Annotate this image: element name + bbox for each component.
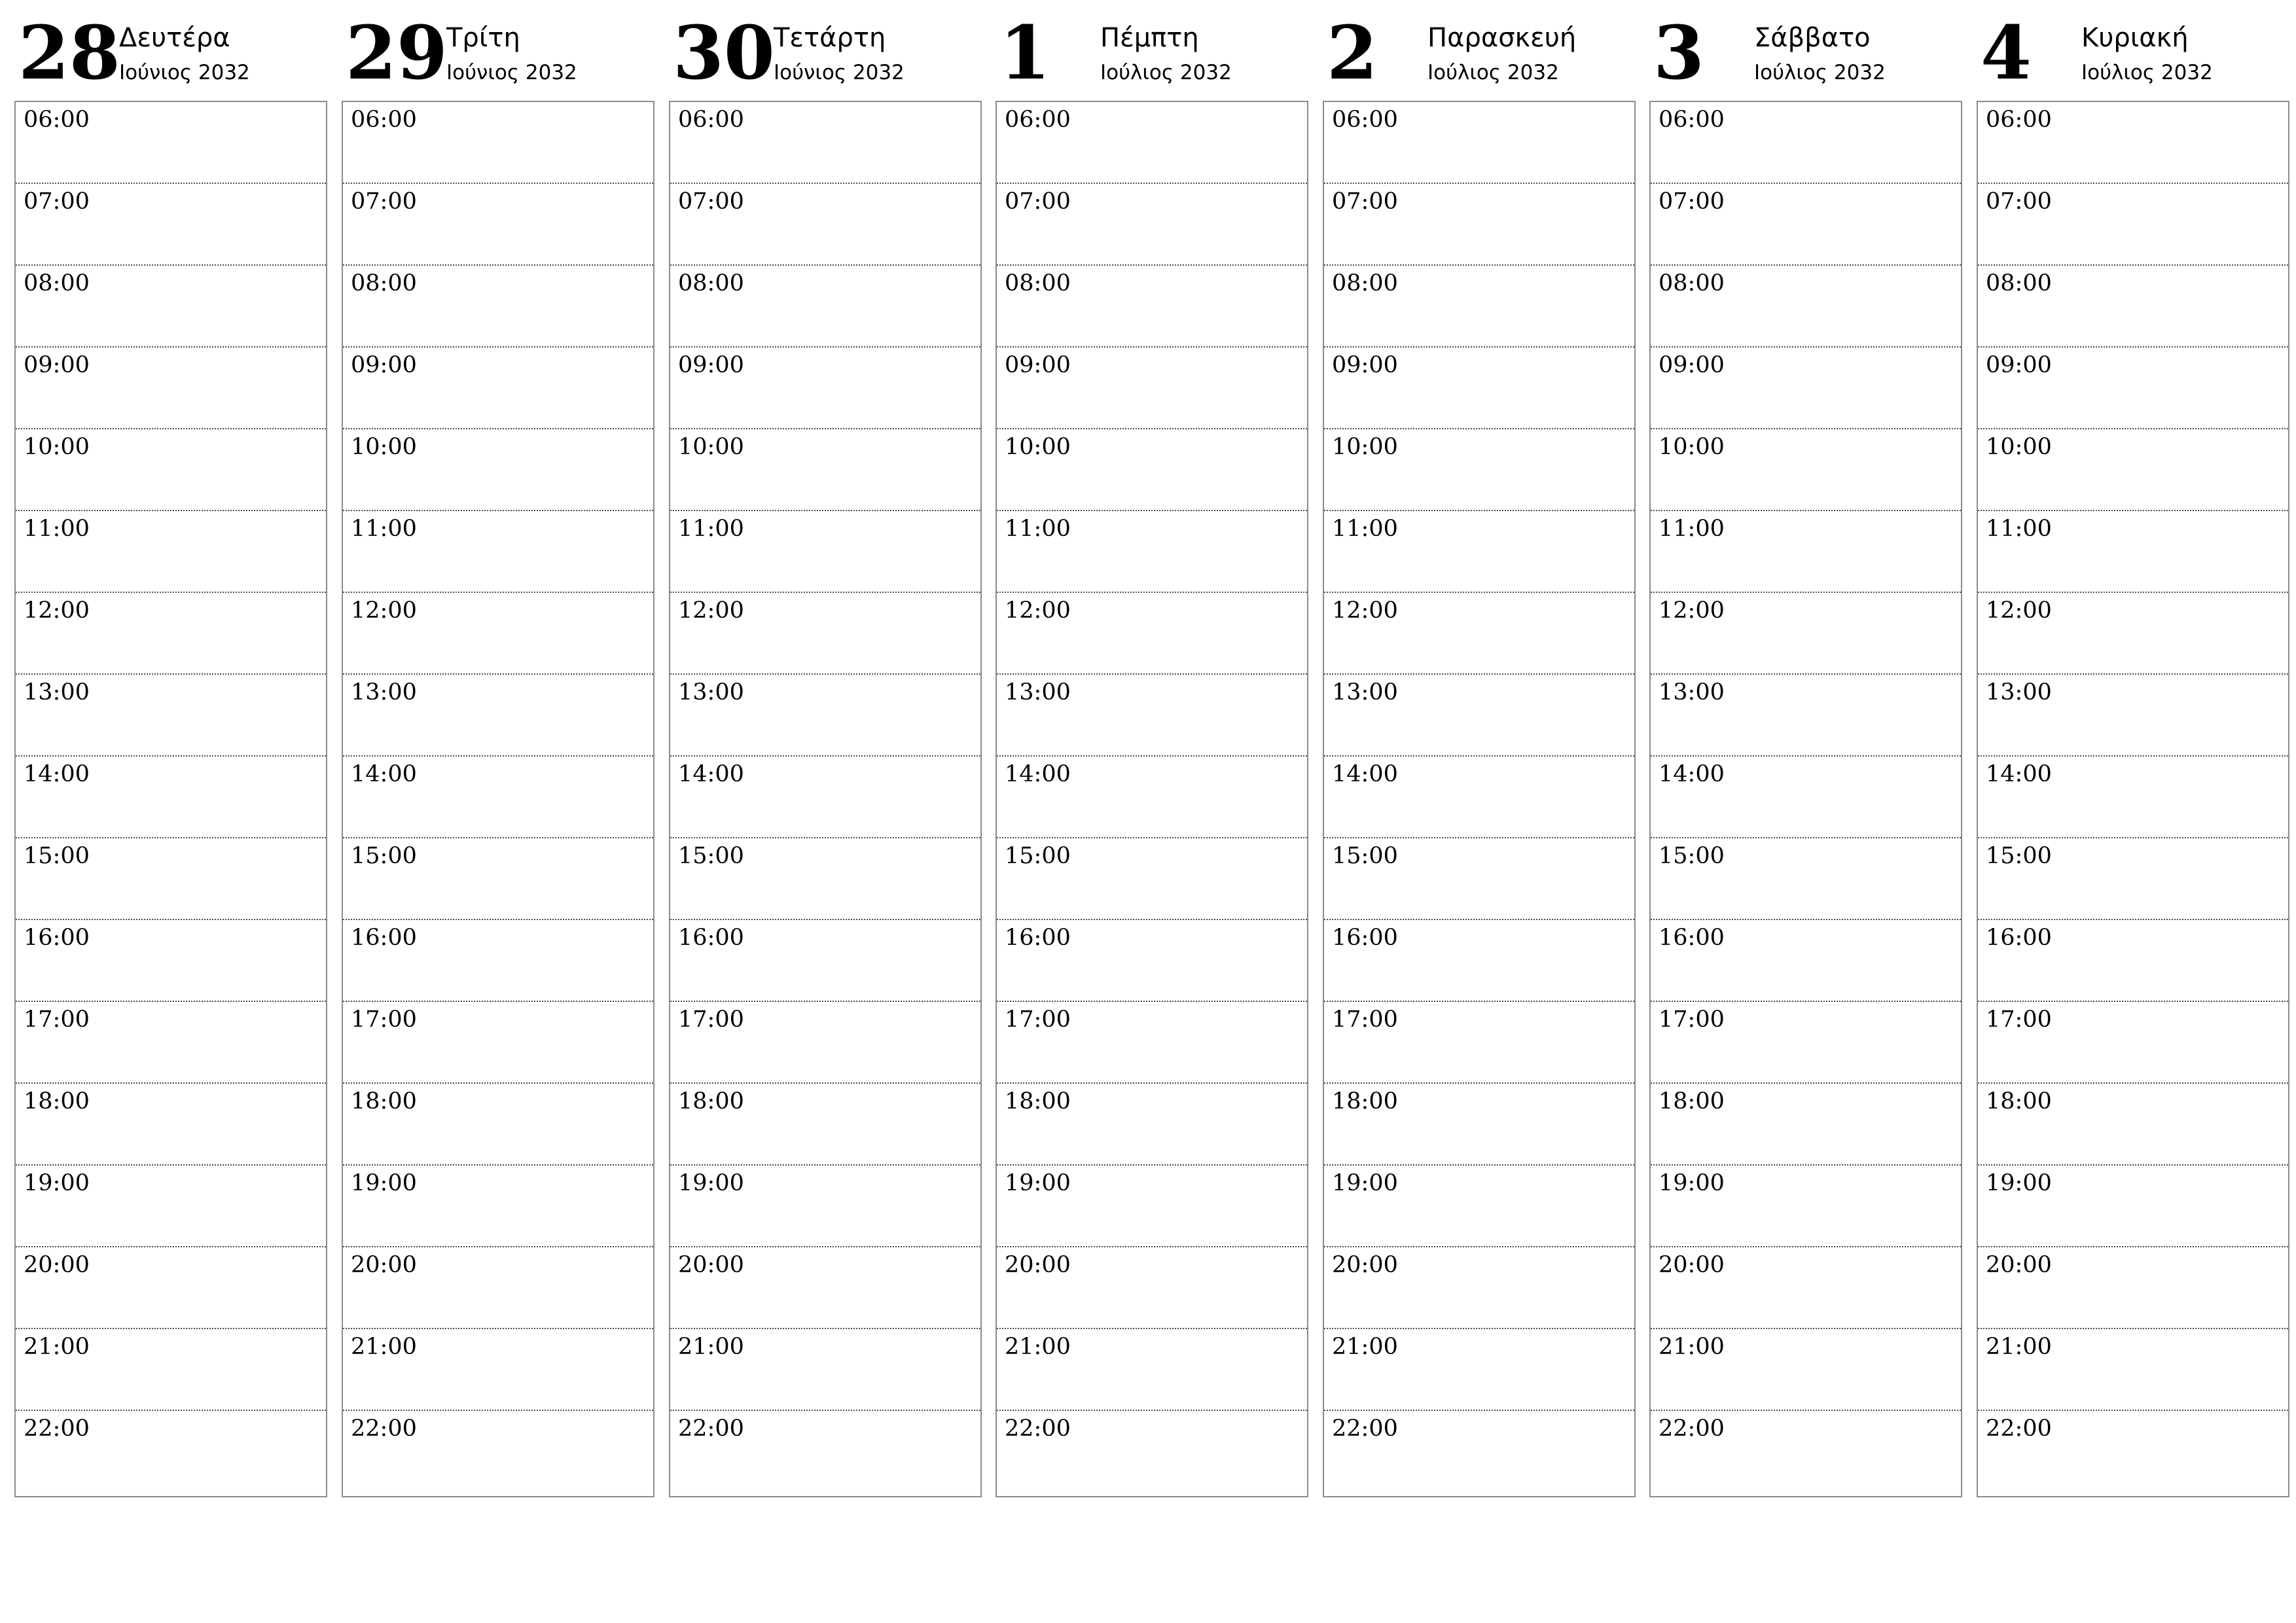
day-number: 4 [1981,10,2032,96]
hour-slot[interactable] [670,348,980,429]
hour-slot[interactable] [1651,348,1961,429]
hour-slot[interactable] [1978,1002,2288,1084]
hour-label: 21:00 [1986,1334,2052,1360]
hour-slot[interactable] [670,102,980,184]
hour-label: 06:00 [1332,107,1398,133]
hour-label: 14:00 [1986,761,2052,787]
hour-label: 18:00 [351,1088,417,1115]
hour-label: 10:00 [678,434,744,460]
hour-label: 19:00 [351,1170,417,1196]
hour-label: 08:00 [351,270,417,296]
hour-slot[interactable] [16,511,326,593]
hour-label: 14:00 [1005,761,1071,787]
day-header [1649,0,1962,99]
hour-slot[interactable] [1978,1084,2288,1166]
hour-slot[interactable] [16,429,326,511]
hour-label: 17:00 [1986,1007,2052,1033]
hour-label: 11:00 [1005,516,1071,542]
hour-label: 12:00 [1986,597,2052,624]
hour-slot[interactable] [670,1002,980,1084]
month-year: Ιούλιος 2032 [1100,61,1232,84]
hour-label: 22:00 [1332,1416,1398,1442]
hour-label: 20:00 [1332,1252,1398,1278]
hour-label: 16:00 [24,925,90,951]
hour-slot[interactable] [997,757,1307,838]
hour-slot[interactable] [1324,429,1634,511]
weekday-name: Κυριακή [2081,23,2189,53]
hour-label: 06:00 [351,107,417,133]
day-schedule-box [1323,101,1636,1497]
day-schedule-box [1649,101,1962,1497]
hour-slot[interactable] [997,1002,1307,1084]
hour-slot[interactable] [1978,429,2288,511]
hour-slot[interactable] [997,838,1307,920]
hour-label: 19:00 [24,1170,90,1196]
hour-label: 07:00 [1986,188,2052,215]
hour-slot[interactable] [670,1247,980,1329]
hour-label: 18:00 [1986,1088,2052,1115]
day-schedule-box [1977,101,2289,1497]
hour-label: 12:00 [24,597,90,624]
hour-label: 08:00 [1005,270,1071,296]
hour-slot[interactable] [343,1166,653,1247]
hour-label: 11:00 [1659,516,1725,542]
hour-label: 19:00 [1005,1170,1071,1196]
day-number: 28 [18,10,120,96]
hour-slot[interactable] [670,429,980,511]
hour-slot[interactable] [343,511,653,593]
hour-slot[interactable] [997,102,1307,184]
hour-slot[interactable] [343,1002,653,1084]
day-number: 30 [673,10,775,96]
hour-slot[interactable] [670,184,980,266]
hour-slot[interactable] [997,920,1307,1002]
hour-label: 17:00 [1005,1007,1071,1033]
hour-label: 12:00 [1659,597,1725,624]
hour-label: 08:00 [1986,270,2052,296]
hour-slot[interactable] [16,1002,326,1084]
hour-label: 20:00 [24,1252,90,1278]
hour-label: 17:00 [351,1007,417,1033]
hour-label: 10:00 [351,434,417,460]
hour-slot[interactable] [1324,184,1634,266]
hour-label: 10:00 [1332,434,1398,460]
hour-slot[interactable] [1651,757,1961,838]
hour-slot[interactable] [1324,266,1634,348]
hour-slot[interactable] [16,1166,326,1247]
hour-slot[interactable] [1978,184,2288,266]
hour-slot[interactable] [343,102,653,184]
hour-slot[interactable] [1651,429,1961,511]
hour-label: 14:00 [351,761,417,787]
hour-slot[interactable] [670,757,980,838]
hour-slot[interactable] [343,920,653,1002]
hour-slot[interactable] [997,1329,1307,1411]
hour-slot[interactable] [997,1247,1307,1329]
hour-slot[interactable] [1978,266,2288,348]
hour-slot[interactable] [1978,675,2288,757]
hour-slot[interactable] [997,1084,1307,1166]
hour-slot[interactable] [16,1329,326,1411]
hour-slot[interactable] [1324,1411,1634,1493]
hour-slot[interactable] [1651,920,1961,1002]
hour-label: 12:00 [1005,597,1071,624]
hour-label: 07:00 [1332,188,1398,215]
day-schedule-box [669,101,982,1497]
hour-label: 10:00 [1659,434,1725,460]
hour-slot[interactable] [1651,1247,1961,1329]
day-number: 1 [999,10,1050,96]
hour-label: 15:00 [678,843,744,869]
weekday-name: Τρίτη [446,23,520,53]
hour-slot[interactable] [997,266,1307,348]
hour-label: 07:00 [1659,188,1725,215]
weekday-name: Δευτέρα [119,23,230,53]
hour-slot[interactable] [16,1411,326,1493]
hour-label: 22:00 [678,1416,744,1442]
hour-slot[interactable] [343,1411,653,1493]
hour-slot[interactable] [997,1411,1307,1493]
hour-label: 09:00 [678,352,744,378]
hour-label: 14:00 [24,761,90,787]
weekday-name: Παρασκευή [1427,23,1577,53]
hour-slot[interactable] [16,593,326,675]
hour-label: 17:00 [678,1007,744,1033]
hour-slot[interactable] [16,102,326,184]
hour-label: 14:00 [678,761,744,787]
day-number: 3 [1653,10,1704,96]
day-schedule-box [14,101,327,1497]
hour-label: 15:00 [1005,843,1071,869]
hour-label: 11:00 [24,516,90,542]
hour-slot[interactable] [343,838,653,920]
hour-slot[interactable] [1978,593,2288,675]
hour-slot[interactable] [670,838,980,920]
hour-label: 13:00 [1005,679,1071,705]
hour-slot[interactable] [670,1329,980,1411]
hour-label: 13:00 [351,679,417,705]
hour-label: 20:00 [1986,1252,2052,1278]
hour-label: 11:00 [1332,516,1398,542]
day-header [14,0,327,99]
hour-slot[interactable] [1324,593,1634,675]
day-header [342,0,655,99]
hour-label: 20:00 [1659,1252,1725,1278]
hour-label: 22:00 [24,1416,90,1442]
hour-slot[interactable] [343,184,653,266]
hour-label: 07:00 [24,188,90,215]
hour-label: 14:00 [1659,761,1725,787]
hour-label: 11:00 [351,516,417,542]
hour-label: 16:00 [1659,925,1725,951]
hour-slot[interactable] [1978,102,2288,184]
hour-label: 10:00 [24,434,90,460]
hour-label: 06:00 [24,107,90,133]
hour-label: 13:00 [24,679,90,705]
hour-slot[interactable] [1324,102,1634,184]
hour-label: 12:00 [351,597,417,624]
weekday-name: Σάββατο [1754,23,1871,53]
hour-slot[interactable] [997,593,1307,675]
hour-slot[interactable] [670,1166,980,1247]
hour-slot[interactable] [1324,1002,1634,1084]
hour-slot[interactable] [1651,266,1961,348]
hour-slot[interactable] [670,266,980,348]
hour-label: 18:00 [1005,1088,1071,1115]
hour-label: 09:00 [1659,352,1725,378]
hour-slot[interactable] [343,593,653,675]
hour-label: 12:00 [678,597,744,624]
hour-label: 21:00 [678,1334,744,1360]
hour-slot[interactable] [1324,1329,1634,1411]
hour-slot[interactable] [1651,1329,1961,1411]
hour-slot[interactable] [1978,348,2288,429]
hour-slot[interactable] [16,838,326,920]
hour-slot[interactable] [1651,1002,1961,1084]
hour-label: 09:00 [24,352,90,378]
hour-label: 18:00 [1332,1088,1398,1115]
hour-slot[interactable] [343,1329,653,1411]
hour-label: 22:00 [1659,1416,1725,1442]
month-year: Ιούνιος 2032 [774,61,905,84]
hour-slot[interactable] [1978,1247,2288,1329]
hour-label: 07:00 [678,188,744,215]
hour-slot[interactable] [670,675,980,757]
hour-slot[interactable] [16,184,326,266]
hour-label: 17:00 [24,1007,90,1033]
weekday-name: Τετάρτη [774,23,886,53]
day-header [996,0,1308,99]
hour-label: 12:00 [1332,597,1398,624]
hour-label: 09:00 [1332,352,1398,378]
hour-slot[interactable] [343,675,653,757]
month-year: Ιούνιος 2032 [119,61,250,84]
hour-slot[interactable] [670,511,980,593]
hour-slot[interactable] [997,184,1307,266]
hour-slot[interactable] [1651,184,1961,266]
hour-slot[interactable] [343,266,653,348]
hour-slot[interactable] [1978,757,2288,838]
hour-slot[interactable] [997,348,1307,429]
hour-slot[interactable] [343,1247,653,1329]
hour-slot[interactable] [670,1411,980,1493]
hour-slot[interactable] [16,1247,326,1329]
hour-slot[interactable] [1324,1084,1634,1166]
hour-label: 17:00 [1332,1007,1398,1033]
hour-slot[interactable] [670,920,980,1002]
hour-label: 20:00 [351,1252,417,1278]
hour-slot[interactable] [16,266,326,348]
hour-label: 13:00 [1986,679,2052,705]
hour-label: 13:00 [1332,679,1398,705]
hour-slot[interactable] [997,429,1307,511]
hour-label: 19:00 [1986,1170,2052,1196]
hour-label: 21:00 [1005,1334,1071,1360]
hour-slot[interactable] [1324,348,1634,429]
day-header [1977,0,2289,99]
hour-label: 08:00 [24,270,90,296]
hour-slot[interactable] [343,1084,653,1166]
hour-slot[interactable] [1978,1166,2288,1247]
hour-label: 09:00 [351,352,417,378]
hour-label: 16:00 [1986,925,2052,951]
hour-slot[interactable] [1324,920,1634,1002]
hour-label: 11:00 [1986,516,2052,542]
hour-label: 22:00 [1986,1416,2052,1442]
hour-slot[interactable] [1651,102,1961,184]
hour-label: 21:00 [1659,1334,1725,1360]
hour-slot[interactable] [1651,511,1961,593]
hour-label: 22:00 [351,1416,417,1442]
hour-label: 18:00 [678,1088,744,1115]
hour-slot[interactable] [1651,675,1961,757]
hour-label: 20:00 [678,1252,744,1278]
hour-label: 21:00 [351,1334,417,1360]
hour-slot[interactable] [997,675,1307,757]
hour-slot[interactable] [1324,1166,1634,1247]
hour-slot[interactable] [1651,593,1961,675]
hour-label: 09:00 [1986,352,2052,378]
hour-label: 22:00 [1005,1416,1071,1442]
hour-slot[interactable] [1324,511,1634,593]
hour-label: 13:00 [678,679,744,705]
hour-slot[interactable] [997,511,1307,593]
hour-label: 18:00 [24,1088,90,1115]
hour-slot[interactable] [1651,1166,1961,1247]
hour-slot[interactable] [1978,1411,2288,1493]
hour-label: 11:00 [678,516,744,542]
hour-label: 16:00 [678,925,744,951]
hour-label: 08:00 [1332,270,1398,296]
day-schedule-box [996,101,1308,1497]
hour-slot[interactable] [1324,838,1634,920]
day-header [669,0,982,99]
hour-label: 09:00 [1005,352,1071,378]
hour-slot[interactable] [16,920,326,1002]
hour-label: 17:00 [1659,1007,1725,1033]
hour-slot[interactable] [1978,511,2288,593]
hour-label: 21:00 [1332,1334,1398,1360]
hour-label: 20:00 [1005,1252,1071,1278]
day-schedule-box [342,101,655,1497]
hour-label: 19:00 [1332,1170,1398,1196]
hour-label: 14:00 [1332,761,1398,787]
hour-slot[interactable] [670,593,980,675]
hour-slot[interactable] [16,1084,326,1166]
hour-label: 13:00 [1659,679,1725,705]
hour-slot[interactable] [16,348,326,429]
month-year: Ιούλιος 2032 [1427,61,1559,84]
hour-label: 15:00 [1332,843,1398,869]
month-year: Ιούνιος 2032 [446,61,577,84]
hour-label: 06:00 [1986,107,2052,133]
day-number: 29 [346,10,448,96]
hour-label: 18:00 [1659,1088,1725,1115]
hour-label: 15:00 [1986,843,2052,869]
hour-label: 16:00 [351,925,417,951]
hour-slot[interactable] [997,1166,1307,1247]
hour-slot[interactable] [1651,1411,1961,1493]
hour-label: 21:00 [24,1334,90,1360]
hour-slot[interactable] [1324,1247,1634,1329]
hour-slot[interactable] [343,757,653,838]
hour-slot[interactable] [16,675,326,757]
hour-slot[interactable] [1978,1329,2288,1411]
hour-label: 15:00 [1659,843,1725,869]
hour-slot[interactable] [16,757,326,838]
hour-label: 16:00 [1332,925,1398,951]
hour-label: 07:00 [1005,188,1071,215]
hour-label: 19:00 [678,1170,744,1196]
hour-slot[interactable] [670,1084,980,1166]
hour-label: 08:00 [678,270,744,296]
hour-slot[interactable] [1978,920,2288,1002]
month-year: Ιούλιος 2032 [1754,61,1886,84]
month-year: Ιούλιος 2032 [2081,61,2213,84]
hour-label: 06:00 [1659,107,1725,133]
hour-slot[interactable] [1978,838,2288,920]
hour-label: 19:00 [1659,1170,1725,1196]
hour-slot[interactable] [343,429,653,511]
hour-slot[interactable] [1651,1084,1961,1166]
hour-label: 06:00 [1005,107,1071,133]
hour-label: 15:00 [351,843,417,869]
hour-label: 10:00 [1005,434,1071,460]
hour-label: 06:00 [678,107,744,133]
hour-slot[interactable] [1324,757,1634,838]
weekday-name: Πέμπτη [1100,23,1199,53]
hour-label: 16:00 [1005,925,1071,951]
day-number: 2 [1327,10,1378,96]
hour-label: 10:00 [1986,434,2052,460]
hour-slot[interactable] [1324,675,1634,757]
hour-label: 15:00 [24,843,90,869]
hour-label: 08:00 [1659,270,1725,296]
hour-slot[interactable] [343,348,653,429]
day-header [1323,0,1636,99]
hour-label: 07:00 [351,188,417,215]
hour-slot[interactable] [1651,838,1961,920]
